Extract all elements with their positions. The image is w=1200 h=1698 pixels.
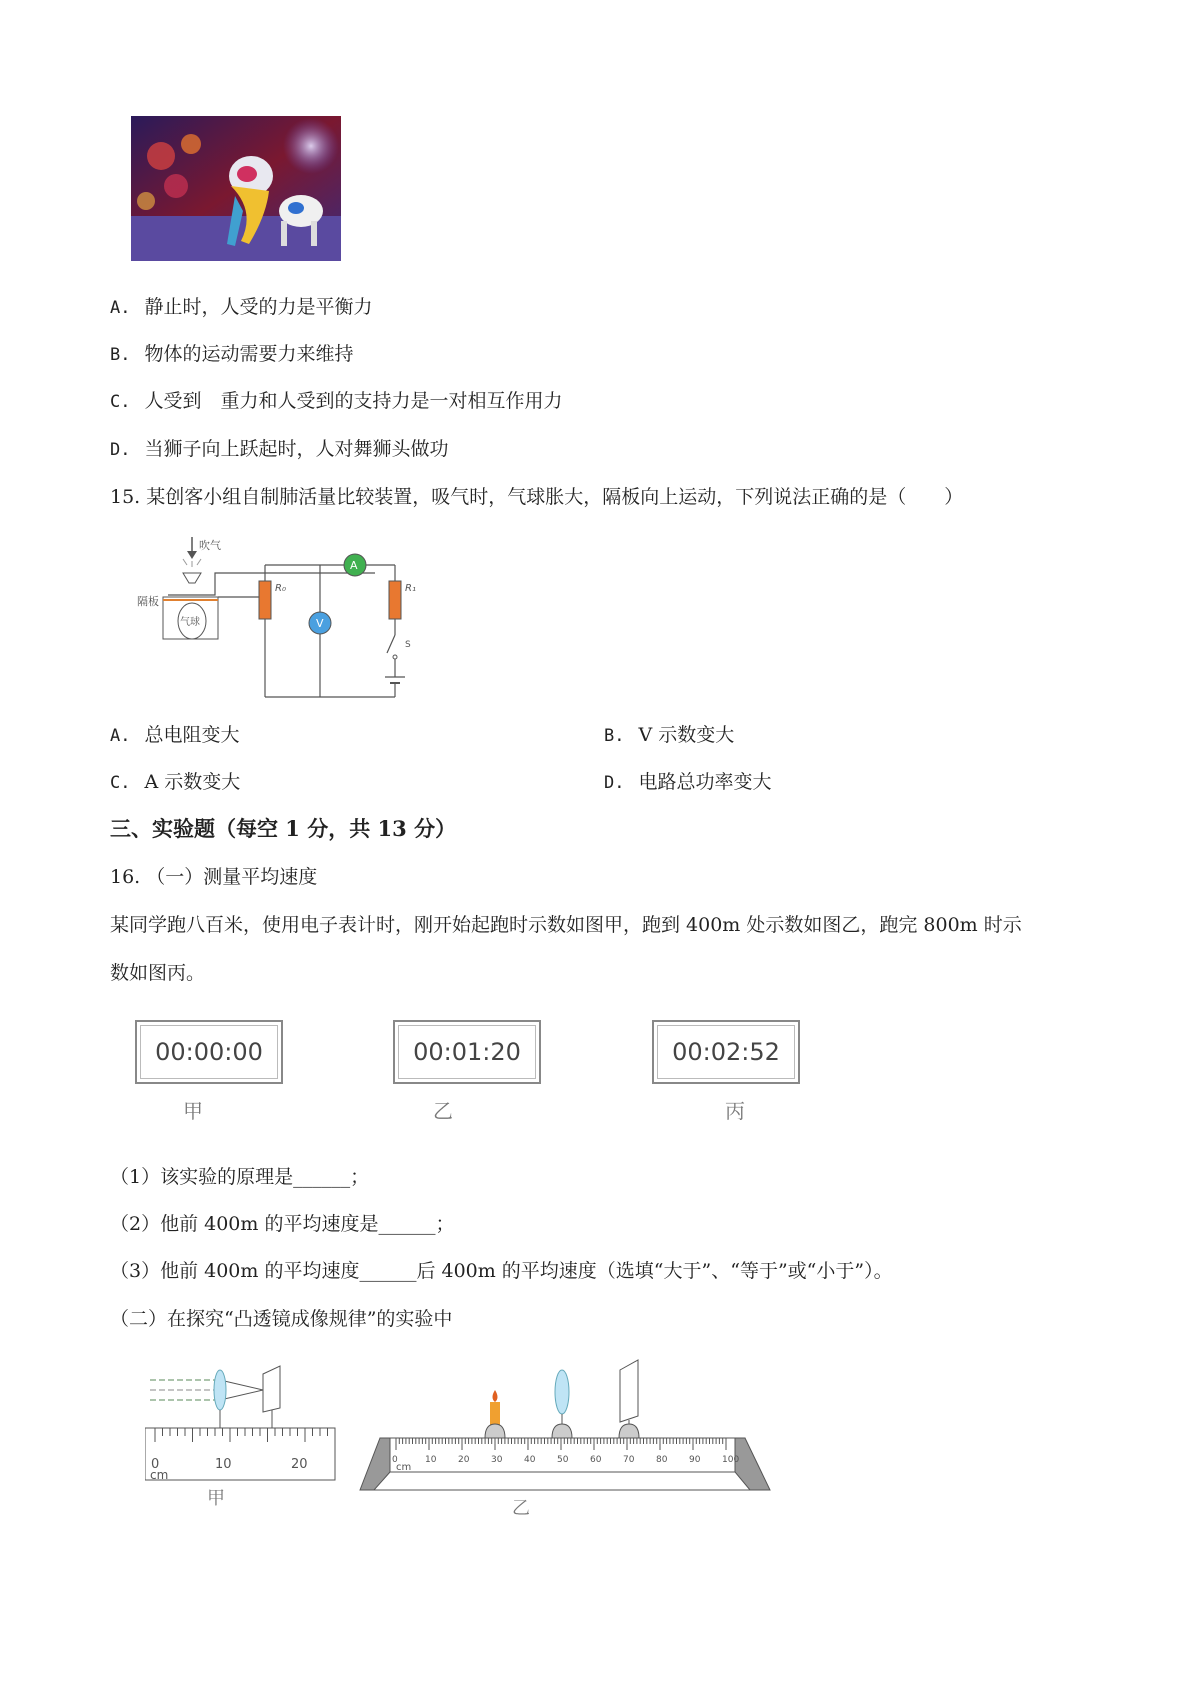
option-letter: A.: [110, 298, 131, 318]
q16-sub1: （1）该实验的原理是______；: [110, 1166, 370, 1188]
option-letter: C.: [110, 773, 131, 793]
q16-intro-line2: 数如图丙。: [110, 962, 206, 984]
r0-label: R₀: [275, 583, 286, 594]
option-text: 人受到 重力和人受到的支持力是一对相互作用力: [144, 390, 563, 412]
option-text: V 示数变大: [638, 724, 735, 746]
ruler-tick-20: 20: [291, 1457, 308, 1472]
blow-label: 吹气: [199, 539, 221, 552]
balloon-label: 气球: [180, 617, 200, 628]
lens-focal-figure: [145, 1360, 340, 1510]
switch-label: S: [405, 640, 411, 650]
q14-option-a: [110, 294, 373, 321]
bench-tick-label: 50: [557, 1455, 569, 1465]
bench-unit: cm: [396, 1462, 412, 1473]
q15-option-d: [604, 769, 772, 796]
figure-caption-jia: 甲: [207, 1488, 225, 1509]
plate-label: 隔板: [137, 595, 159, 608]
ruler-ticks: [155, 1428, 335, 1442]
ruler-tick-0: 0: [151, 1457, 160, 1472]
bench-tick-label: 20: [458, 1455, 470, 1465]
section-heading: 三、实验题（每空 1 分，共 13 分）: [110, 816, 457, 841]
q16-sub2: （2）他前 400m 的平均速度是______；: [110, 1213, 455, 1235]
option-text: A 示数变大: [144, 771, 241, 793]
figure-caption-yi: 乙: [512, 1498, 530, 1519]
bench-tick-label: 90: [689, 1455, 701, 1465]
q14-option-c: [110, 388, 563, 415]
bench-tick-label: 60: [590, 1455, 602, 1465]
ruler-unit: cm: [150, 1468, 169, 1482]
q15-option-b: [604, 722, 734, 749]
stopwatch-yi: [393, 1020, 541, 1084]
q15-option-a: [110, 722, 240, 749]
ammeter-label: A: [350, 559, 358, 572]
option-letter: B.: [604, 726, 625, 746]
bench-tick-label: 30: [491, 1455, 503, 1465]
q15-stem: 15. 某创客小组自制肺活量比较装置，吸气时，气球胀大，隔板向上运动，下列说法正确的是（ ）: [110, 486, 964, 508]
option-text: 电路总功率变大: [638, 771, 772, 793]
bench-tick-label: 100: [722, 1455, 740, 1465]
stopwatch-display: 00:01:20: [398, 1025, 536, 1079]
option-text: 物体的运动需要力来维持: [144, 343, 354, 365]
bench-labels: [392, 1455, 739, 1465]
option-letter: A.: [110, 726, 131, 746]
q14-option-b: [110, 341, 354, 368]
stopwatch-display: 00:02:52: [657, 1025, 795, 1079]
option-letter: C.: [110, 392, 131, 412]
option-letter: D.: [110, 440, 131, 460]
lion-dance-photo: [131, 116, 341, 261]
option-text: 当狮子向上跃起时，人对舞狮头做功: [144, 438, 449, 460]
q16-part1-title: 16. （一）测量平均速度: [110, 866, 318, 888]
q16-sub3: （3）他前 400m 的平均速度______后 400m 的平均速度（选填“大于”、“等于”或“小于”）。: [110, 1260, 893, 1282]
bench-tick-label: 80: [656, 1455, 668, 1465]
stopwatch-display: 00:00:00: [140, 1025, 278, 1079]
q14-option-d: [110, 436, 449, 463]
optical-bench-figure: [350, 1350, 780, 1520]
stopwatch-caption: 乙: [433, 1099, 453, 1123]
ruler-tick-10: 10: [215, 1457, 232, 1472]
bench-tick-label: 10: [425, 1455, 437, 1465]
q15-circuit-diagram: [135, 535, 425, 705]
option-letter: B.: [110, 345, 131, 365]
stopwatch-caption: 丙: [725, 1099, 745, 1123]
r1-label: R₁: [405, 583, 416, 594]
q15-option-c: [110, 769, 240, 796]
stopwatch-jia: [135, 1020, 283, 1084]
q16-part2-title: （二）在探究“凸透镜成像规律”的实验中: [110, 1308, 453, 1330]
stopwatch-bing: [652, 1020, 800, 1084]
option-text: 静止时，人受的力是平衡力: [144, 296, 373, 318]
voltmeter-label: V: [316, 617, 324, 630]
bench-tick-label: 0: [392, 1455, 398, 1465]
bench-tick-label: 70: [623, 1455, 635, 1465]
stopwatch-caption: 甲: [183, 1099, 203, 1123]
q16-intro-line1: 某同学跑八百米，使用电子表计时，刚开始起跑时示数如图甲，跑到 400m 处示数如图乙，跑完 800m 时示: [110, 914, 1022, 936]
bench-ticks: [396, 1438, 726, 1450]
bench-tick-label: 40: [524, 1455, 536, 1465]
option-letter: D.: [604, 773, 625, 793]
option-text: 总电阻变大: [144, 724, 240, 746]
